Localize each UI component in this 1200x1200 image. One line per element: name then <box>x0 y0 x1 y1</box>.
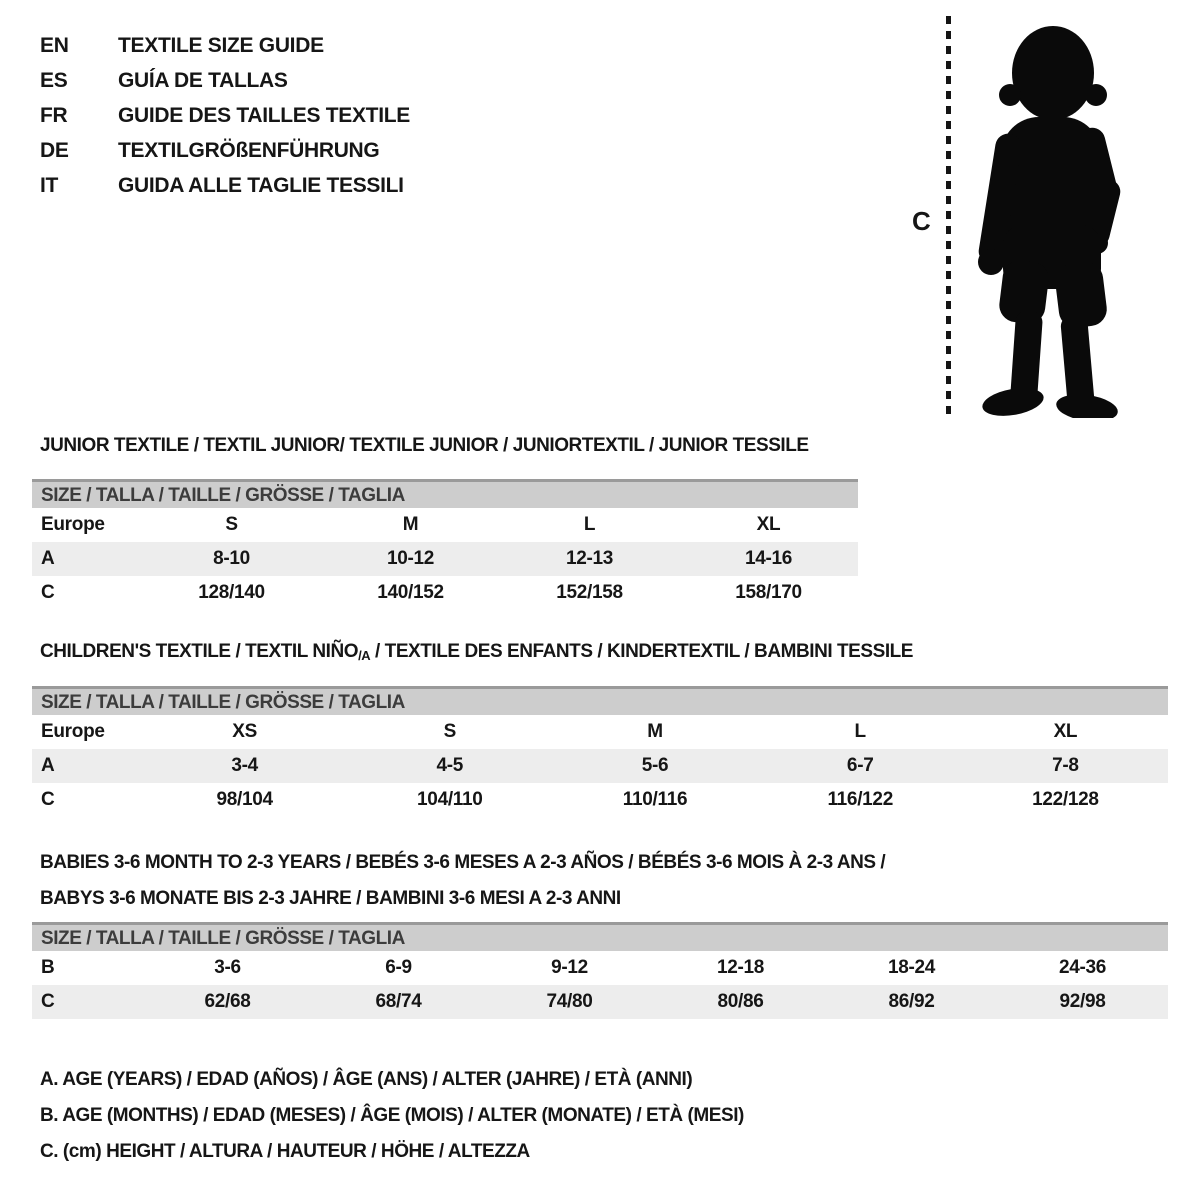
cell: 18-24 <box>887 957 936 978</box>
cell: 6-9 <box>385 957 412 978</box>
language-code: EN <box>40 33 69 57</box>
children-section-title <box>40 640 913 665</box>
measure-label-c: C <box>912 206 931 236</box>
column-header: XL <box>756 514 781 535</box>
children-title-pre: CHILDREN'S TEXTILE / TEXTIL NIÑO <box>40 641 359 662</box>
guide-title-es: GUÍA DE TALLAS <box>118 68 288 92</box>
guide-title-de: TEXTILGRÖßENFÜHRUNG <box>118 138 380 162</box>
language-row-es <box>40 63 410 98</box>
cell: 7-8 <box>1052 755 1079 776</box>
column-header: S <box>225 514 238 535</box>
children-row-c <box>32 783 1168 817</box>
column-header: S <box>443 721 456 742</box>
cell: 3-4 <box>231 755 258 776</box>
region-label: Europe <box>41 721 105 742</box>
cell: 12-18 <box>716 957 765 978</box>
children-title-sub: /A <box>358 648 371 663</box>
legend-line-b: B. AGE (MONTHS) / EDAD (MESES) / ÂGE (MOIS) / ALTER (MONATE) / ETÀ (MESI) <box>40 1105 744 1126</box>
language-code: DE <box>40 138 69 162</box>
language-row-de <box>40 133 410 168</box>
cell: 12-13 <box>565 548 614 569</box>
babies-title-line1: BABIES 3-6 MONTH TO 2-3 YEARS / BEBÉS 3-6 MESES A 2-3 AÑOS / BÉBÉS 3-6 MOIS À 2-3 ANS / <box>40 852 886 873</box>
language-code: IT <box>40 173 59 197</box>
cell: 152/158 <box>556 582 623 603</box>
cell: 5-6 <box>641 755 669 776</box>
cell: 9-12 <box>551 957 588 978</box>
size-header-bar: SIZE / TALLA / TAILLE / GRÖSSE / TAGLIA <box>32 686 1168 715</box>
children-size-table <box>32 686 1168 817</box>
junior-row-c <box>32 576 858 610</box>
legend-line-a: A. AGE (YEARS) / EDAD (AÑOS) / ÂGE (ANS) / ALTER (JAHRE) / ETÀ (ANNI) <box>40 1069 693 1090</box>
children-row-a <box>32 749 1168 783</box>
junior-column-header-row <box>32 508 858 542</box>
children-title-post: / TEXTILE DES ENFANTS / KINDERTEXTIL / BAMBINI TESSILE <box>370 641 914 662</box>
language-code: FR <box>40 103 68 127</box>
cell: 116/122 <box>827 789 893 810</box>
children-column-header-row <box>32 715 1168 749</box>
language-row-fr <box>40 98 410 133</box>
legend <box>40 1062 744 1170</box>
row-key: B <box>41 957 55 978</box>
row-key: C <box>41 991 55 1012</box>
cell: 6-7 <box>846 755 874 776</box>
column-header: M <box>402 514 419 535</box>
babies-row-b <box>32 951 1168 985</box>
language-code: ES <box>40 68 68 92</box>
cell: 110/116 <box>622 789 688 810</box>
cell: 140/152 <box>377 582 444 603</box>
language-row-en <box>40 28 410 63</box>
toddler-silhouette-icon <box>963 20 1138 418</box>
junior-section-title: JUNIOR TEXTILE / TEXTIL JUNIOR/ TEXTILE JUNIOR / JUNIORTEXTIL / JUNIOR TESSILE <box>40 435 809 456</box>
babies-section-title <box>40 845 885 917</box>
row-key: C <box>41 789 55 810</box>
cell: 3-6 <box>214 957 241 978</box>
size-header-bar: SIZE / TALLA / TAILLE / GRÖSSE / TAGLIA <box>32 922 1168 951</box>
cell: 158/170 <box>735 582 802 603</box>
cell: 74/80 <box>546 991 593 1012</box>
babies-size-table <box>32 922 1168 1019</box>
guide-title-fr: GUIDE DES TAILLES TEXTILE <box>118 103 410 127</box>
size-header-bar: SIZE / TALLA / TAILLE / GRÖSSE / TAGLIA <box>32 479 858 508</box>
cell: 14-16 <box>744 548 793 569</box>
cell: 8-10 <box>213 548 250 569</box>
region-label: Europe <box>41 514 105 535</box>
cell: 86/92 <box>888 991 935 1012</box>
column-header: XS <box>232 721 257 742</box>
row-key: C <box>41 582 55 603</box>
column-header: L <box>583 514 596 535</box>
language-row-it <box>40 168 410 203</box>
cell: 128/140 <box>198 582 265 603</box>
babies-title-line2: BABYS 3-6 MONATE BIS 2-3 JAHRE / BAMBINI 3-6 MESI A 2-3 ANNI <box>40 888 621 909</box>
cell: 122/128 <box>1032 789 1099 810</box>
cell: 92/98 <box>1059 991 1106 1012</box>
cell: 62/68 <box>204 991 251 1012</box>
language-list <box>40 28 410 203</box>
cell: 10-12 <box>386 548 435 569</box>
cell: 24-36 <box>1058 957 1107 978</box>
column-header: XL <box>1053 721 1078 742</box>
cell: 68/74 <box>375 991 422 1012</box>
cell: 4-5 <box>436 755 464 776</box>
column-header: L <box>854 721 866 742</box>
row-key: A <box>41 548 55 569</box>
babies-row-c <box>32 985 1168 1019</box>
junior-size-table <box>32 479 858 610</box>
cell: 98/104 <box>216 789 273 810</box>
legend-line-c: C. (cm) HEIGHT / ALTURA / HAUTEUR / HÖHE / ALTEZZA <box>40 1141 530 1162</box>
guide-title-en: TEXTILE SIZE GUIDE <box>118 33 324 57</box>
row-key: A <box>41 755 55 776</box>
cell: 104/110 <box>417 789 483 810</box>
height-measure-dashed-line <box>946 16 951 416</box>
cell: 80/86 <box>717 991 764 1012</box>
junior-row-a <box>32 542 858 576</box>
guide-title-it: GUIDA ALLE TAGLIE TESSILI <box>118 173 404 197</box>
column-header: M <box>647 721 663 742</box>
